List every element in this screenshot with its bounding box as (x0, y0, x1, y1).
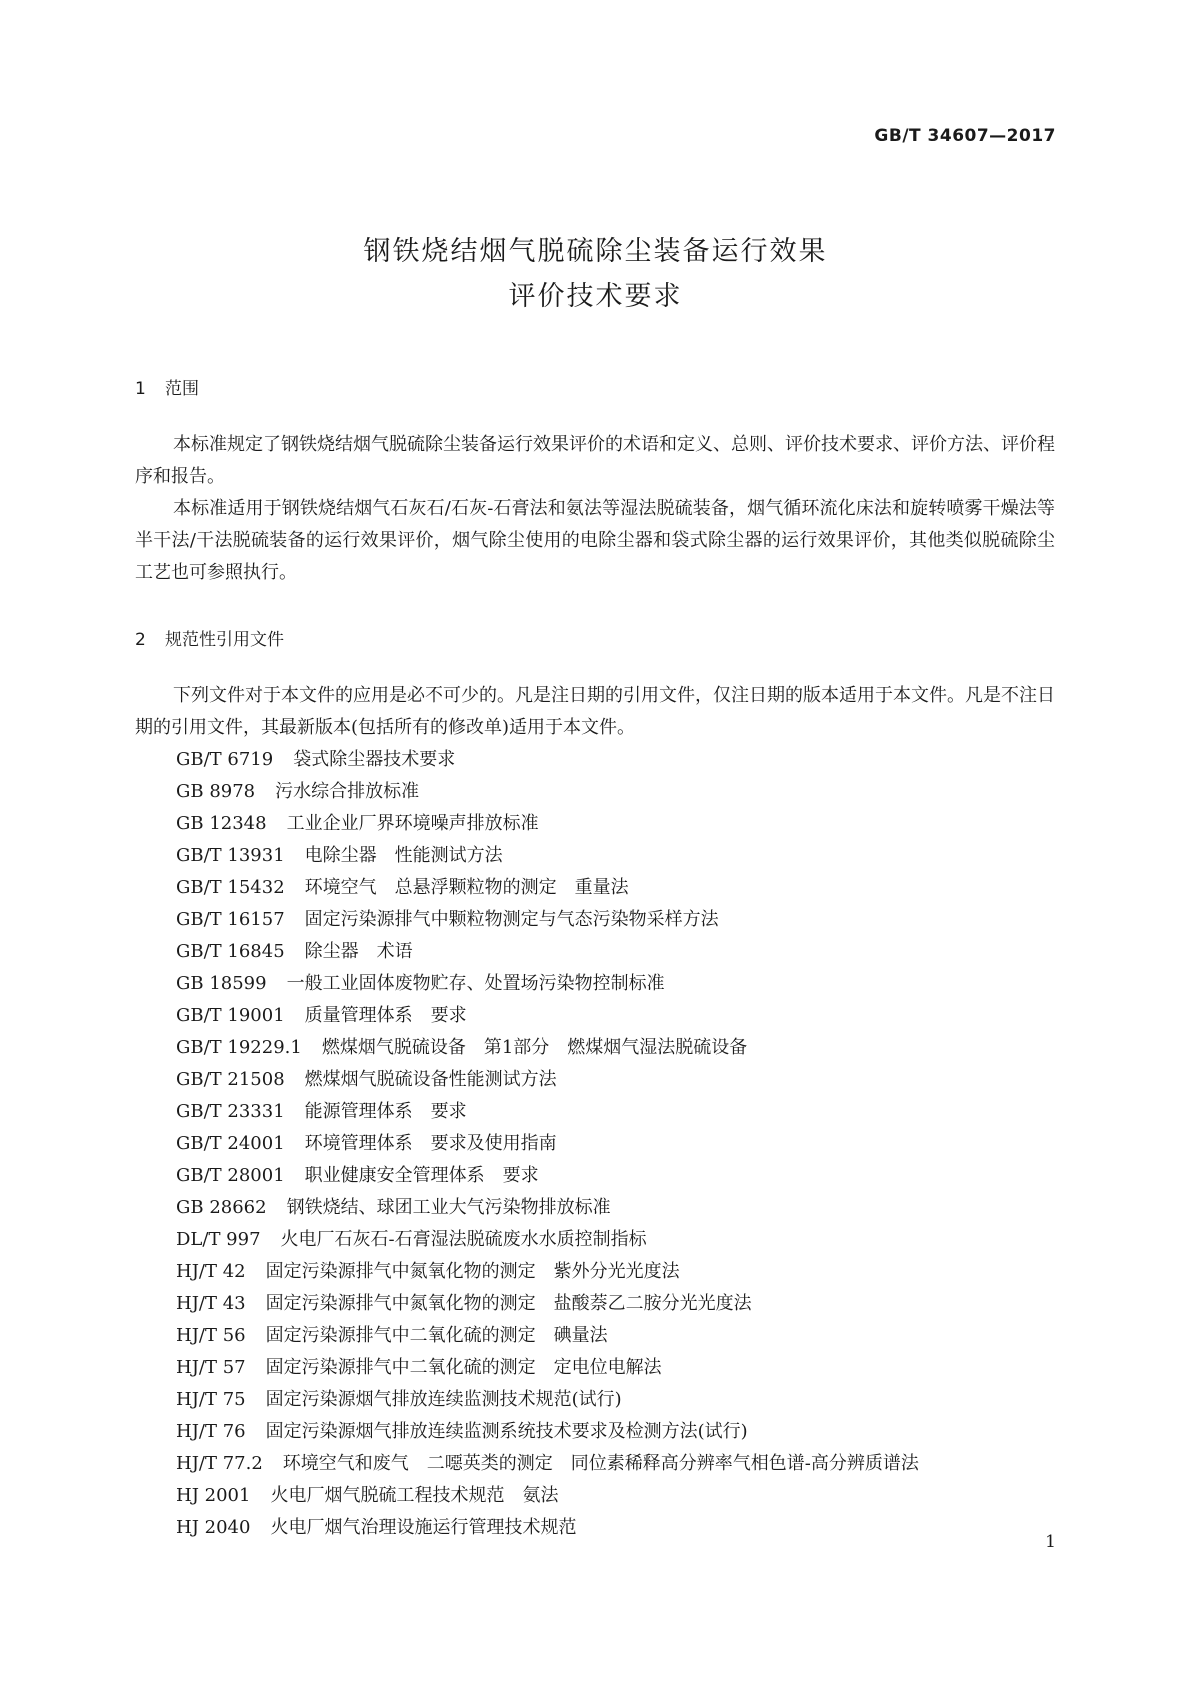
reference-title: 工业企业厂界环境噪声排放标准 (286, 813, 539, 834)
document-title-line-2: 评价技术要求 (508, 281, 683, 312)
reference-code: HJ/T 77.2 (176, 1453, 263, 1474)
reference-code: HJ/T 42 (176, 1261, 246, 1282)
reference-item (176, 1416, 919, 1448)
reference-code: GB/T 15432 (176, 877, 285, 898)
reference-title: 环境空气 总悬浮颗粒物的测定 重量法 (304, 877, 629, 898)
reference-title: 固定污染源排气中氮氧化物的测定 盐酸萘乙二胺分光光度法 (265, 1293, 752, 1314)
reference-code: HJ 2001 (176, 1485, 251, 1506)
section-heading-scope (135, 374, 199, 399)
reference-item (176, 1064, 919, 1096)
reference-item (176, 936, 919, 968)
reference-title: 火电厂烟气脱硫工程技术规范 氨法 (270, 1485, 559, 1506)
reference-item (176, 1128, 919, 1160)
reference-code: GB/T 21508 (176, 1069, 285, 1090)
section-heading-normative-references (135, 625, 284, 650)
reference-code: DL/T 997 (176, 1229, 261, 1250)
reference-item (176, 1096, 919, 1128)
reference-title: 能源管理体系 要求 (304, 1101, 467, 1122)
references-intro-paragraph: 下列文件对于本文件的应用是必不可少的。凡是注日期的引用文件，仅注日期的版本适用于本文件。凡是不注日期的引用文件，其最新版本(包括所有的修改单)适用于本文件。 (135, 685, 1055, 738)
reference-item (176, 872, 919, 904)
reference-item (176, 1192, 919, 1224)
reference-title: 火电厂烟气治理设施运行管理技术规范 (270, 1517, 577, 1538)
reference-title: 除尘器 术语 (304, 941, 413, 962)
reference-code: GB/T 24001 (176, 1133, 285, 1154)
reference-title: 固定污染源排气中二氧化硫的测定 碘量法 (265, 1325, 608, 1346)
reference-item (176, 744, 919, 776)
reference-title: 固定污染源烟气排放连续监测系统技术要求及检测方法(试行) (265, 1421, 748, 1442)
reference-item (176, 1448, 919, 1480)
reference-title: 环境管理体系 要求及使用指南 (304, 1133, 557, 1154)
reference-title: 电除尘器 性能测试方法 (304, 845, 503, 866)
reference-code: GB/T 6719 (176, 749, 274, 770)
reference-item (176, 1480, 919, 1512)
reference-code: HJ/T 57 (176, 1357, 246, 1378)
reference-title: 一般工业固体废物贮存、处置场污染物控制标准 (286, 973, 665, 994)
reference-code: HJ/T 75 (176, 1389, 246, 1410)
reference-title: 环境空气和废气 二噁英类的测定 同位素稀释高分辨率气相色谱-高分辨质谱法 (282, 1453, 919, 1474)
reference-item (176, 1000, 919, 1032)
reference-code: HJ/T 76 (176, 1421, 246, 1442)
reference-code: GB/T 23331 (176, 1101, 285, 1122)
reference-item (176, 776, 919, 808)
reference-item (176, 1352, 919, 1384)
reference-title: 固定污染源烟气排放连续监测技术规范(试行) (265, 1389, 622, 1410)
reference-item (176, 1256, 919, 1288)
section-title: 范围 (165, 379, 199, 399)
reference-title: 固定污染源排气中颗粒物测定与气态污染物采样方法 (304, 909, 719, 930)
reference-title: 火电厂石灰石-石膏湿法脱硫废水水质控制指标 (280, 1229, 647, 1250)
reference-title: 钢铁烧结、球团工业大气污染物排放标准 (286, 1197, 611, 1218)
document-title-line-1: 钢铁烧结烟气脱硫除尘装备运行效果 (363, 236, 828, 267)
reference-title: 固定污染源排气中二氧化硫的测定 定电位电解法 (265, 1357, 662, 1378)
reference-item (176, 808, 919, 840)
page-number: 1 (1045, 1532, 1056, 1552)
reference-code: HJ 2040 (176, 1517, 251, 1538)
reference-title: 质量管理体系 要求 (304, 1005, 467, 1026)
reference-item (176, 1320, 919, 1352)
reference-item (176, 1160, 919, 1192)
reference-code: GB/T 28001 (176, 1165, 285, 1186)
reference-code: HJ/T 43 (176, 1293, 246, 1314)
section-number: 1 (135, 379, 146, 399)
reference-item (176, 1224, 919, 1256)
reference-title: 固定污染源排气中氮氧化物的测定 紫外分光光度法 (265, 1261, 680, 1282)
reference-code: GB 8978 (176, 781, 256, 802)
reference-title: 袋式除尘器技术要求 (293, 749, 456, 770)
reference-item (176, 1032, 919, 1064)
reference-item (176, 840, 919, 872)
reference-list (176, 744, 919, 1544)
reference-title: 燃煤烟气脱硫设备 第1部分 燃煤烟气湿法脱硫设备 (321, 1037, 748, 1058)
reference-code: GB 28662 (176, 1197, 267, 1218)
reference-code: HJ/T 56 (176, 1325, 246, 1346)
reference-code: GB 12348 (176, 813, 267, 834)
reference-item (176, 1384, 919, 1416)
scope-paragraph-2: 本标准适用于钢铁烧结烟气石灰石/石灰-石膏法和氨法等湿法脱硫装备，烟气循环流化床法和旋转喷雾干燥法等半干法/干法脱硫装备的运行效果评价，烟气除尘使用的电除尘器和袋式除尘器的运行效果评价，其他类似脱硫除尘工艺也可参照执行。 (135, 498, 1055, 583)
reference-code: GB/T 16845 (176, 941, 285, 962)
section-title: 规范性引用文件 (165, 630, 284, 650)
reference-title: 污水综合排放标准 (275, 781, 420, 802)
reference-code: GB/T 16157 (176, 909, 285, 930)
reference-code: GB/T 19229.1 (176, 1037, 302, 1058)
reference-code: GB/T 19001 (176, 1005, 285, 1026)
standard-code: GB/T 34607—2017 (874, 126, 1056, 146)
section-number: 2 (135, 630, 146, 650)
scope-paragraph-1: 本标准规定了钢铁烧结烟气脱硫除尘装备运行效果评价的术语和定义、总则、评价技术要求、评价方法、评价程序和报告。 (135, 434, 1055, 487)
reference-item (176, 1288, 919, 1320)
reference-item (176, 1512, 919, 1544)
reference-item (176, 904, 919, 936)
reference-code: GB/T 13931 (176, 845, 285, 866)
reference-title: 职业健康安全管理体系 要求 (304, 1165, 539, 1186)
reference-code: GB 18599 (176, 973, 267, 994)
reference-title: 燃煤烟气脱硫设备性能测试方法 (304, 1069, 557, 1090)
reference-item (176, 968, 919, 1000)
